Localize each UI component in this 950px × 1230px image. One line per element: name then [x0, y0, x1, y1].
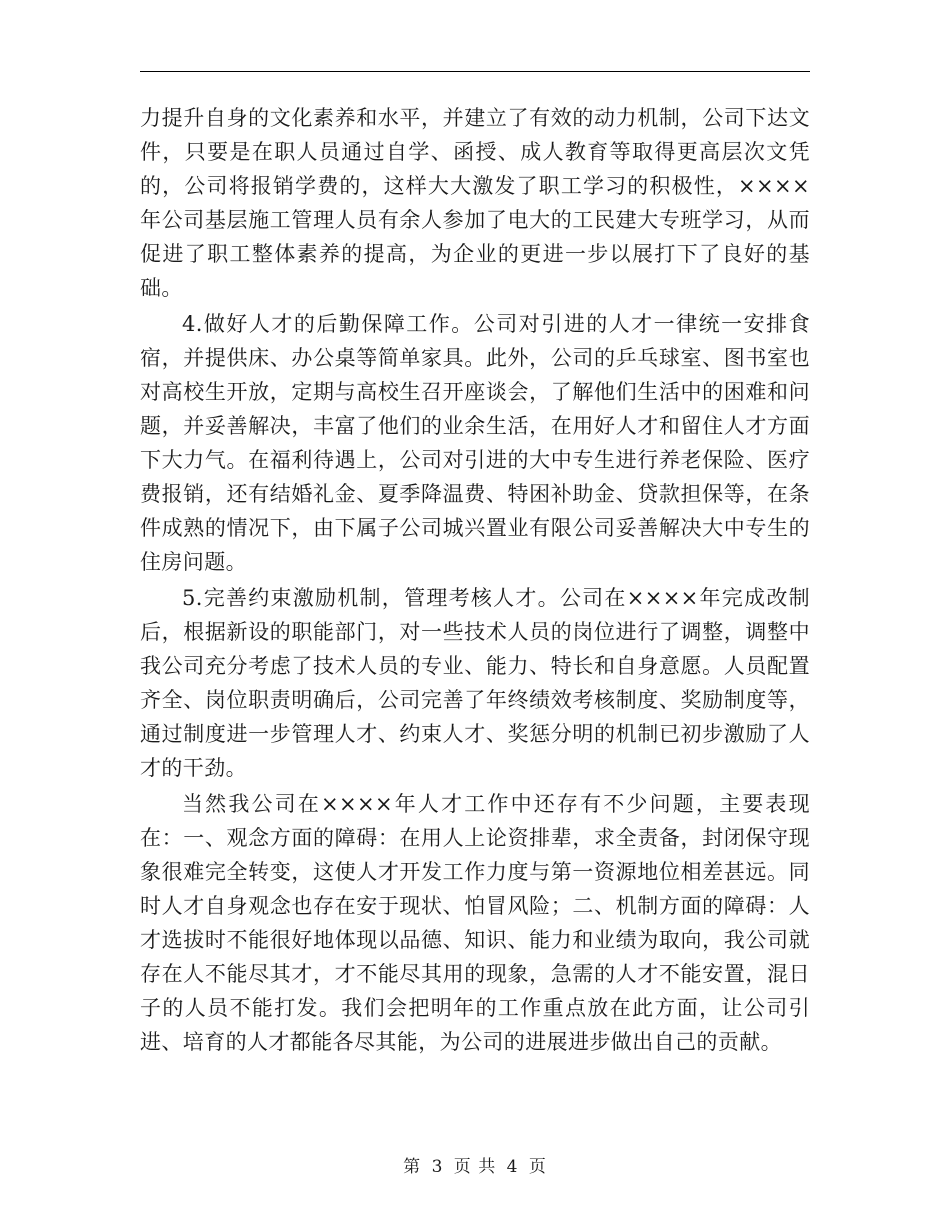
page-number-total: 4	[506, 1157, 519, 1177]
page-label-prefix: 第	[403, 1157, 422, 1177]
paragraph-item-4: 4.做好人才的后勤保障工作。公司对引进的人才一律统一安排食宿，并提供床、办公桌等简单家具。此外，公司的乒乓球室、图书室也对高校生开放，定期与高校生召开座谈会，了解他们生活中的困难和问题，并妥善解决，丰富了他们的业余生活，在用好人才和留住人才方面下大力气。在福利待遇上，公司对引进的大中专生进行养老保险、医疗费报销，还有结婚礼金、夏季降温费、特困补助金、贷款担保等，在条件成熟的情况下，由下属子公司城兴置业有限公司妥善解决大中专生的住房问题。	[140, 312, 810, 574]
document-body	[140, 101, 810, 1059]
page-label-mid: 页 共	[453, 1157, 497, 1177]
page-number-current: 3	[431, 1157, 444, 1177]
page-footer	[0, 1152, 950, 1177]
page-label-suffix: 页	[528, 1157, 547, 1177]
header-rule	[140, 71, 810, 72]
paragraph-problems: 当然我公司在××××年人才工作中还存有不少问题，主要表现在：一、观念方面的障碍：在用人上论资排辈，求全责备，封闭保守现象很难完全转变，这使人才开发工作力度与第一资源地位相差甚远。同时人才自身观念也存在安于现状、怕冒风险；二、机制方面的障碍：人才选拔时不能很好地体现以品德、知识、能力和业绩为取向，我公司就存在人不能尽其才，才不能尽其用的现象，急需的人才不能安置，混日子的人员不能打发。我们会把明年的工作重点放在此方面，让公司引进、培育的人才都能各尽其能，为公司的进展进步做出自己的贡献。	[140, 792, 810, 1054]
paragraph-item-5: 5.完善约束激励机制，管理考核人才。公司在××××年完成改制后，根据新设的职能部门，对一些技术人员的岗位进行了调整，调整中我公司充分考虑了技术人员的专业、能力、特长和自身意愿。人员配置齐全、岗位职责明确后，公司完善了年终绩效考核制度、奖励制度等，通过制度进一步管理人才、约束人才、奖惩分明的机制已初步激励了人才的干劲。	[140, 586, 810, 780]
paragraph-continuation: 力提升自身的文化素养和水平，并建立了有效的动力机制，公司下达文件，只要是在职人员通过自学、函授、成人教育等取得更高层次文凭的，公司将报销学费的，这样大大激发了职工学习的积极性，××××年公司基层施工管理人员有余人参加了电大的工民建大专班学习，从而促进了职工整体素养的提高，为企业的更进一步以展打下了良好的基础。	[140, 106, 810, 300]
